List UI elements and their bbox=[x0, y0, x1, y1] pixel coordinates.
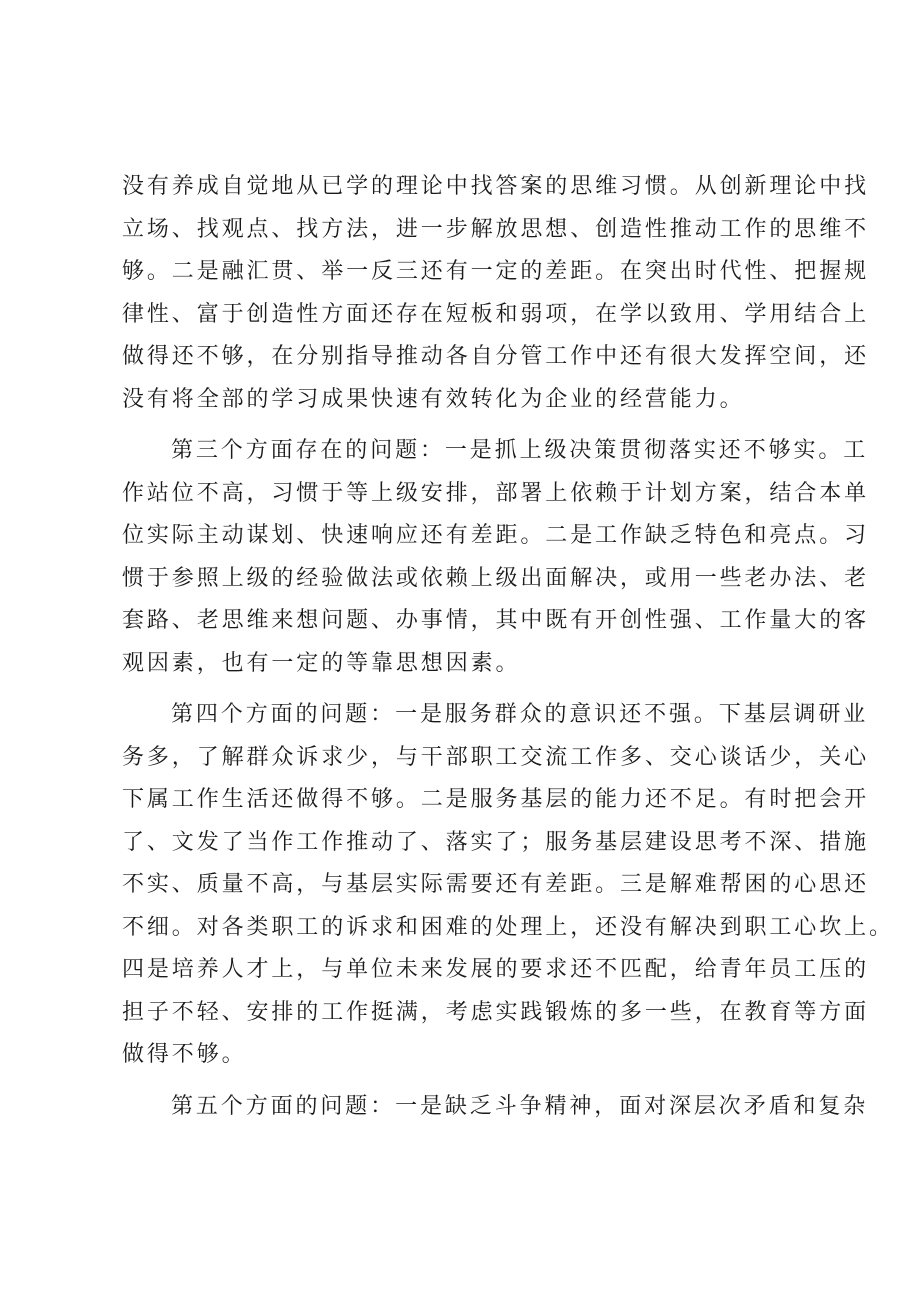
paragraph-4 bbox=[122, 1086, 869, 1129]
text-line: 作站位不高，习惯于等上级安排，部署上依赖于计划方案，结合本单 bbox=[122, 480, 870, 506]
document-body bbox=[122, 166, 894, 1128]
paragraph-2 bbox=[122, 430, 870, 685]
text-line: 做得还不够，在分别指导推动各自分管工作中还有很大发挥空间，还 bbox=[122, 344, 870, 369]
text-line: 位实际主动谋划、快速响应还有差距。二是工作缺乏特色和亮点。习 bbox=[122, 523, 870, 548]
text-line: 没有养成自觉地从已学的理论中找答案的思维习惯。从创新理论中找 bbox=[122, 174, 870, 199]
text-line: 律性、富于创造性方面还存在短板和弱项，在学以致用、学用结合上 bbox=[122, 301, 870, 327]
paragraph-3 bbox=[122, 694, 894, 1077]
text-line: 第五个方面的问题：一是缺乏斗争精神，面对深层次矛盾和复杂 bbox=[171, 1093, 869, 1119]
text-line: 观因素，也有一定的等靠思想因素。 bbox=[122, 650, 521, 676]
text-line: 不实、质量不高，与基层实际需要还有差距。三是解难帮困的心思还 bbox=[122, 872, 870, 897]
text-line: 套路、老思维来想问题、办事情，其中既有开创性强、工作量大的客 bbox=[122, 608, 870, 633]
text-line: 下属工作生活还做得不够。二是服务基层的能力还不足。有时把会开 bbox=[122, 787, 870, 812]
text-line: 了、文发了当作工作推动了、落实了；服务基层建设思考不深、措施 bbox=[122, 829, 870, 855]
text-line: 第三个方面存在的问题：一是抓上级决策贯彻落实还不够实。工 bbox=[171, 438, 869, 463]
text-line: 四是培养人才上，与单位未来发展的要求还不匹配，给青年员工压的 bbox=[122, 957, 870, 982]
text-line: 做得不够。 bbox=[122, 1042, 247, 1067]
text-line: 担子不轻、安排的工作挺满，考虑实践锻炼的多一些，在教育等方面 bbox=[122, 999, 870, 1025]
text-line: 第四个方面的问题：一是服务群众的意识还不强。下基层调研业 bbox=[171, 702, 869, 727]
text-line: 立场、找观点、找方法，进一步解放思想、创造性推动工作的思维不 bbox=[122, 216, 870, 242]
text-line: 够。二是融汇贯、举一反三还有一定的差距。在突出时代性、把握规 bbox=[122, 259, 870, 284]
text-line: 惯于参照上级的经验做法或依赖上级出面解决，或用一些老办法、老 bbox=[122, 565, 870, 591]
paragraph-1 bbox=[122, 166, 870, 421]
text-line: 务多，了解群众诉求少，与干部职工交流工作多、交心谈话少，关心 bbox=[122, 744, 870, 770]
text-line: 没有将全部的学习成果快速有效转化为企业的经营能力。 bbox=[122, 386, 745, 412]
text-line: 不细。对各类职工的诉求和困难的处理上，还没有解决到职工心坎上。 bbox=[122, 914, 894, 940]
